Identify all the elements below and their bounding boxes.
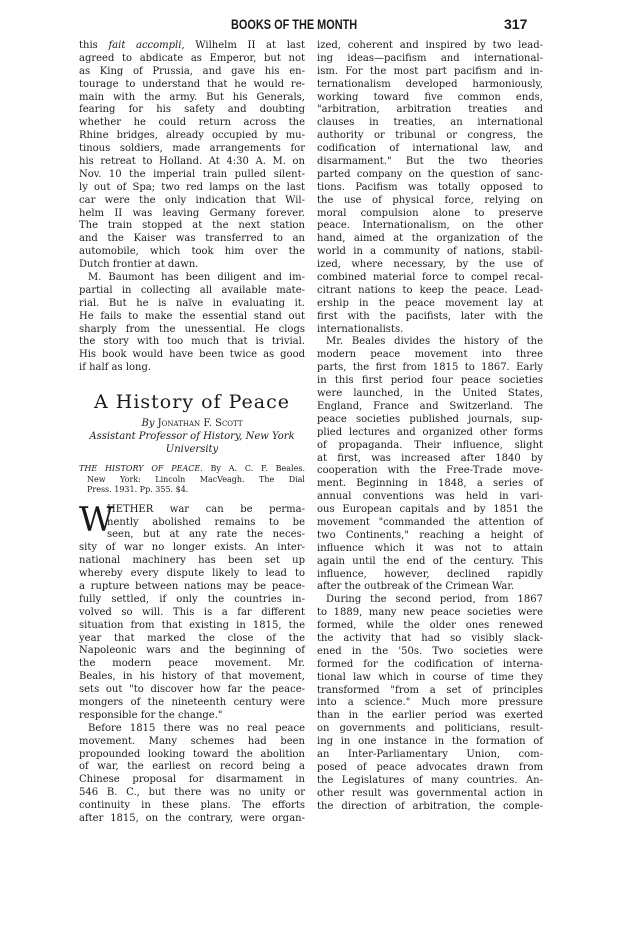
text-line: influence, however, declined rapidly [317, 568, 543, 580]
paragraph-baumont [79, 272, 305, 375]
text-line: modern peace movement into three [317, 349, 543, 361]
text-line: tional law which in course of time they [317, 671, 543, 683]
text-line: Chinese proposal for disarmament in [79, 774, 305, 786]
text-line: continuity in these plans. The efforts [79, 800, 305, 812]
text-line: ment. Beginning in 1848, a series of [317, 478, 543, 490]
text-line: parts, the first from 1815 to 1867. Early [317, 362, 543, 374]
paragraph-opening [79, 499, 305, 543]
byline [79, 417, 305, 430]
text-line: He fails to make the essential stand out [79, 310, 305, 322]
text-line: situation from that existing in 1815, the [79, 619, 305, 631]
text-line: mongers of the nineteenth century were [79, 697, 305, 709]
text-line: posed of peace advocates drawn from [317, 761, 543, 773]
text-line: formed for the codification of interna- [317, 658, 543, 670]
text-line: the direction of arbitration, the comple- [317, 800, 543, 812]
text-line: on governments and politicians, result- [317, 723, 543, 735]
review-title: A History of Peace [94, 391, 290, 414]
text-line: movement. Many schemes had been [79, 735, 305, 747]
text-line: as King of Prussia, and gave his en- [79, 65, 305, 77]
text-line: moral compulsion alone to preserve [317, 207, 543, 219]
byline-prefix: By [141, 418, 155, 430]
text-line: seen, but at any rate the neces- [107, 529, 305, 541]
running-header [0, 14, 624, 34]
text-line: Mr. Beales divides the history of the [326, 336, 543, 348]
text-line: internationalists. [317, 323, 404, 335]
text-line: the Legislatures of many countries. An- [317, 774, 543, 786]
text-line: his retreat to Holland. At 4:30 A. M. on [79, 156, 305, 168]
text-line: if half as long. [79, 362, 152, 374]
page-number: 317 [504, 16, 528, 32]
text-line: to 1889, many new peace societies were [317, 607, 543, 619]
text-line: responsible for the change." [79, 709, 223, 721]
text-line: main with the army. But his Generals, [79, 91, 305, 103]
text-line: partial in collecting all available mate- [79, 284, 305, 296]
paragraph-second-period [317, 594, 543, 813]
text-line: the activity that had so visibly slack- [317, 632, 543, 644]
text-line: of propaganda. Their influence, slight [317, 439, 543, 451]
text-line: ized, where necessary, by the use of [317, 259, 543, 271]
right-column [317, 40, 543, 813]
text-line: Before 1815 there was no real peace [88, 722, 305, 734]
text-line: this fait accompli, Wilhelm II at last [79, 40, 306, 51]
text-line: in this first period four peace societies [317, 375, 543, 387]
text-line: M. Baumont has been diligent and im- [88, 272, 305, 284]
text-line: hand, aimed at the organization of the [317, 233, 543, 245]
text-line: the use of physical force, relying on [317, 194, 543, 206]
text-line: "arbitration, arbitration treaties and [317, 104, 543, 116]
author-affiliation: Assistant Professor of History, New York [89, 431, 295, 443]
text-line: were launched, in the United States, [317, 388, 543, 400]
text-line: His book would have been twice as good [79, 349, 305, 361]
text-line: Beales, in his history of that movement, [79, 671, 305, 683]
book-title: THE HISTORY OF PEACE. [79, 464, 203, 474]
text-line: ership in the peace movement lay at [317, 297, 543, 309]
text-line: of war, the earliest on record being a [79, 761, 305, 773]
text-line: rial. But he is naïve in evaluating it. [79, 297, 305, 309]
bib-line: THE HISTORY OF PEACE. By A. C. F. Beales. [79, 464, 305, 474]
text-line: sharply from the unessential. He clogs [79, 323, 305, 335]
text-line: a rupture between nations may be peace- [79, 581, 305, 592]
text-line: ous European capitals and by 1851 the [317, 504, 543, 516]
text-line: sets out "to discover how far the peace- [79, 684, 305, 696]
text-line: ing ideas—pacifism and international- [317, 52, 543, 64]
text-line: national machinery has been set up [79, 555, 305, 567]
text-line: year that marked the close of the [79, 632, 305, 644]
text-line: world in a community of nations, stabil- [317, 246, 543, 258]
text-line: nently abolished remains to be [107, 516, 305, 528]
text-line: HETHER war can be perma- [107, 503, 305, 515]
paragraph-opening-cont [79, 542, 305, 722]
text-line: 546 B. C., but there was no unity or [79, 787, 305, 799]
italic-phrase: fait accompli [108, 40, 182, 51]
text-line: sity of war no longer exists. An inter- [79, 542, 305, 554]
text-line: ized, coherent and inspired by two lead- [317, 40, 543, 51]
text-line: ing in one instance in the formation of [317, 736, 543, 748]
text-line: fully settled, if only the countries in- [79, 593, 305, 605]
bib-line: Press. 1931. Pp. 355. $4. [87, 485, 189, 495]
text-line: an Inter-Parliamentary Union, com- [317, 748, 543, 760]
text-line: whether he could return across the [79, 117, 305, 129]
paragraph-continued [79, 40, 305, 272]
text-line: automobile, which took him over the [79, 246, 305, 258]
text-line: peace societies published journals, sup- [317, 413, 543, 425]
text-line: at first, was increased after 1840 by [317, 452, 543, 464]
text-line: ened in the '50s. Two societies were [317, 645, 543, 657]
text-line: combined material force to compel recal- [317, 272, 543, 284]
text-line: ternationalism developed harmoniously, [317, 78, 543, 90]
text-line: influence which it was not to attain [317, 542, 543, 554]
author-affiliation-cont: University [165, 444, 219, 456]
text-line: the modern peace movement. Mr. [79, 658, 305, 670]
text-line: plied lectures and organized other forms [317, 426, 543, 438]
text-line: two Continents," reaching a height of [317, 529, 543, 541]
paragraph-ideas [317, 40, 543, 336]
text-line: England, France and Switzerland. The [317, 400, 543, 412]
text-line: other result was governmental action in [317, 787, 543, 799]
bibliographic-entry [79, 464, 305, 496]
text-line: than in the earlier period was exerted [317, 710, 543, 722]
text-line: cooperation with the Free-Trade move- [317, 465, 543, 477]
text-line: Rhine bridges, already occupied by mu- [79, 130, 305, 142]
text-line: authority or tribunal or congress, the [317, 130, 543, 142]
bib-line: New York: Lincoln MacVeagh. The Dial [87, 474, 305, 484]
text-line: volved so will. This is a far different [79, 606, 305, 618]
text-line: car were the only indication that Wil- [79, 194, 305, 206]
text-line: During the second period, from 1867 [326, 594, 543, 606]
paragraph-beales-history [317, 336, 543, 594]
text-line: again until the end of the century. This [317, 555, 543, 567]
text-line: into a science." Much more pressure [317, 697, 543, 709]
text-line: tions. Pacifism was totally opposed to [317, 181, 543, 193]
text-line: after 1815, on the contrary, were organ- [79, 813, 305, 825]
text-line: annual conventions was held in vari- [317, 491, 543, 503]
text-line: ly out of Spa; two red lamps on the last [79, 181, 305, 193]
left-column [79, 40, 305, 826]
text-line: The train stopped at the next station [79, 220, 305, 232]
text-line: tourage to understand that he would re- [79, 78, 305, 90]
text-line: transformed "from a set of principles [317, 684, 543, 696]
drop-cap: W [79, 499, 114, 540]
text-line: Napoleonic wars and the beginning of [79, 645, 305, 657]
text-line: clauses in treaties, an international [317, 117, 543, 129]
text-line: helm II was leaving Germany forever. [79, 207, 305, 219]
author-name: Jonathan F. Scott [157, 418, 243, 430]
section-title: BOOKS OF THE MONTH [231, 16, 358, 32]
text-line: disarmament." But the two theories [317, 156, 543, 168]
text-line: and the Kaiser was transferred to an [79, 233, 305, 245]
text-line: first with the pacifists, later with the [317, 310, 543, 322]
text-line: Dutch frontier at dawn. [79, 259, 199, 271]
paragraph-before-1815 [79, 723, 305, 826]
text-line: peace. Internationalism, on the other [317, 220, 543, 232]
text-line: movement "commanded the attention of [317, 516, 543, 528]
text-line: working toward five common ends, [317, 91, 543, 103]
text-line: agreed to abdicate as Emperor, but not [79, 52, 305, 64]
text-line: the story with too much that is trivial. [79, 336, 305, 348]
text-line: after the outbreak of the Crimean War. [317, 581, 515, 593]
text-line: propounded looking toward the abolition [79, 748, 305, 760]
text-line: tinous soldiers, made arrangements for [79, 143, 305, 155]
text-line: formed, while the older ones renewed [317, 620, 543, 632]
text-line: whereby every dispute likely to lead to [79, 568, 305, 580]
text-line: ism. For the most part pacifism and in- [317, 65, 543, 77]
text-line: fearing for his safety and doubting [79, 104, 305, 116]
text-line: codification of international law, and [317, 143, 543, 155]
text-line: parted company on the question of sanc- [317, 168, 543, 180]
text-line: citrant nations to keep the peace. Lead- [317, 284, 543, 296]
text-line: Nov. 10 the imperial train pulled silent- [79, 168, 305, 180]
